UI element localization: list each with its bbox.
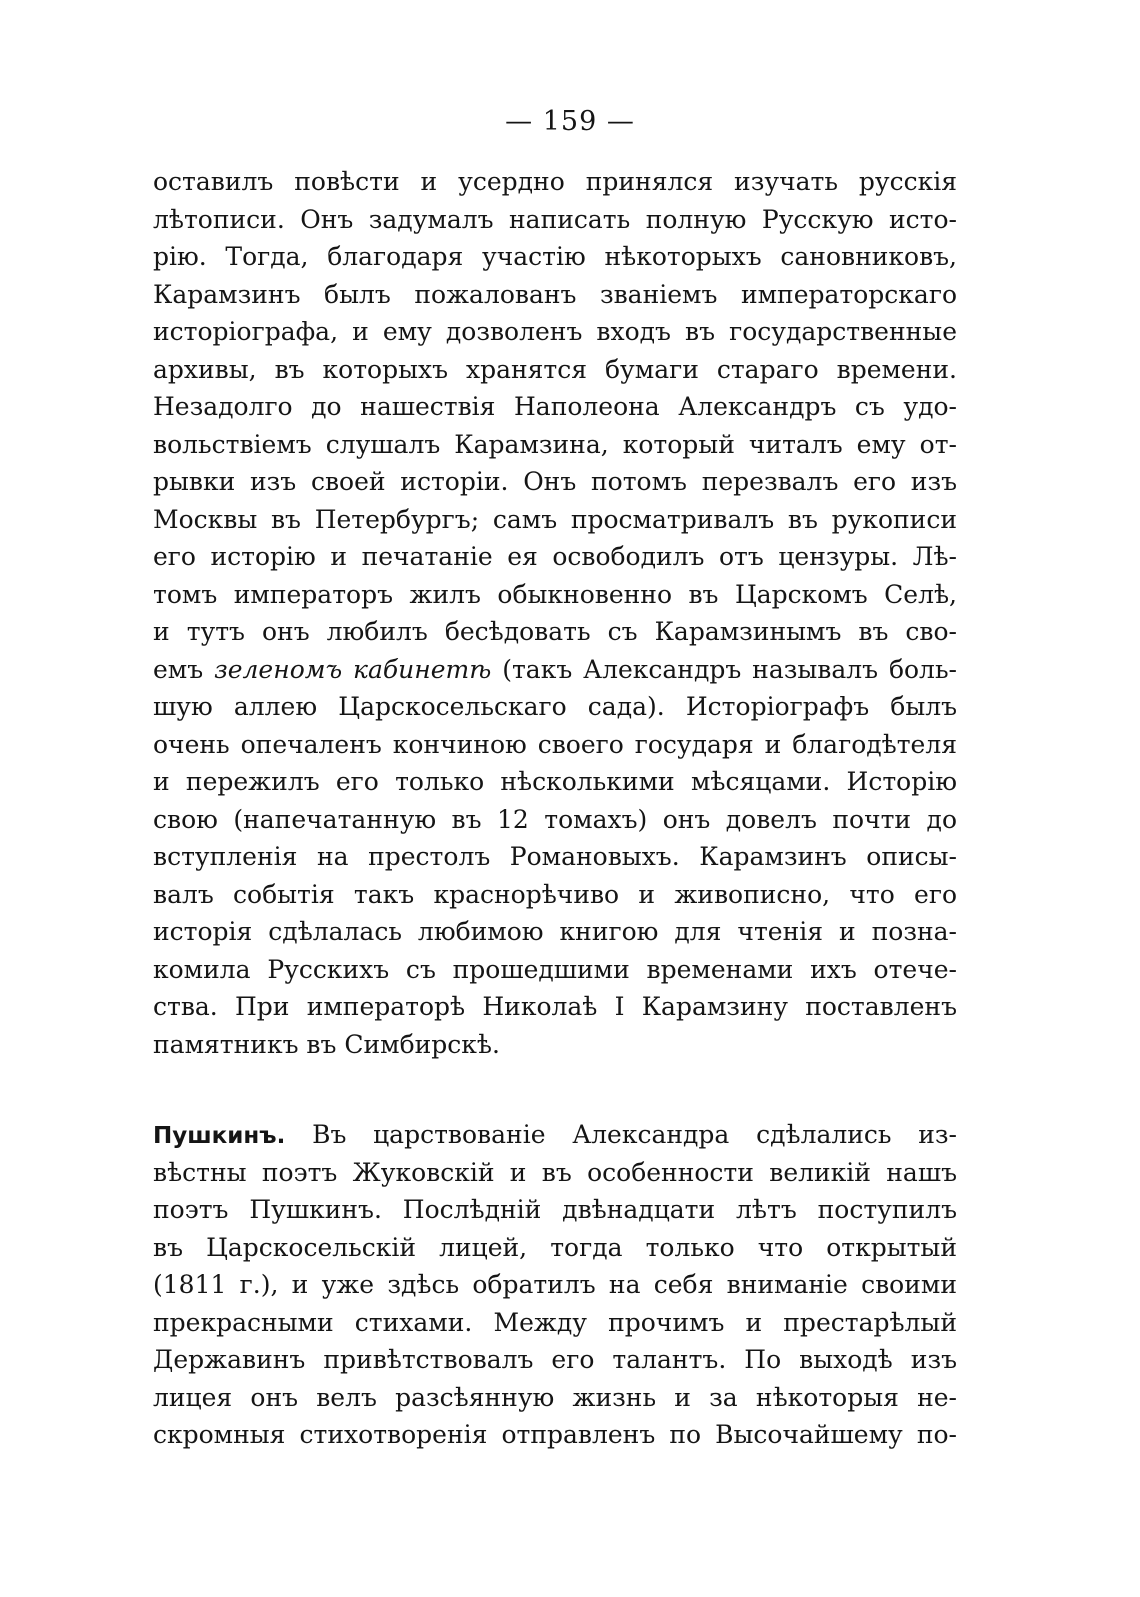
- text-line: скромныя стихотворенія отправленъ по Высочайшему по-: [153, 1420, 957, 1449]
- text-line: Незадолго до нашествія Наполеона Александръ съ удо-: [153, 392, 957, 421]
- text-line: и пережилъ его только нѣсколькими мѣсяцами. Исторію: [153, 767, 957, 796]
- text-line: оставилъ повѣсти и усердно принялся изучать русскія: [153, 167, 957, 196]
- text-line: и тутъ онъ любилъ бесѣдовать съ Карамзинымъ въ сво-: [153, 617, 957, 646]
- page-number: — 159 —: [505, 106, 635, 137]
- text-line: лицея онъ велъ разсѣянную жизнь и за нѣкоторыя не-: [153, 1382, 957, 1412]
- text-line: (1811 г.), и уже здѣсь обратилъ на себя вниманіе своими: [153, 1270, 957, 1299]
- section-heading: Пушкинъ.: [153, 1123, 286, 1149]
- text-line: Москвы въ Петербургъ; самъ просматривалъ въ рукописи: [153, 504, 957, 534]
- text-line: лѣтописи. Онъ задумалъ написать полную Русскую исто-: [153, 204, 957, 234]
- text-line: рывки изъ своей исторіи. Онъ потомъ перезвалъ его изъ: [153, 467, 957, 496]
- italic-phrase: зеленомъ кабинетѣ: [214, 654, 492, 684]
- text-line: Карамзинъ былъ пожалованъ званіемъ императорскаго: [153, 279, 957, 309]
- paragraph-karamzin: [153, 163, 957, 1063]
- text-line-with-italic: [153, 651, 957, 689]
- text-line: поэтъ Пушкинъ. Послѣдній двѣнадцати лѣтъ поступилъ: [153, 1195, 957, 1224]
- text-line: комила Русскихъ съ прошедшими временами ихъ отече-: [153, 954, 957, 984]
- text-line: вольствіемъ слушалъ Карамзина, который читалъ ему от-: [153, 429, 957, 459]
- line-lead-word: емъ: [153, 654, 204, 684]
- text-line: Державинъ привѣтствовалъ его талантъ. По выходѣ изъ: [153, 1345, 957, 1374]
- text-line: валъ событія такъ краснорѣчиво и живописно, что его: [153, 879, 957, 909]
- text-line-with-heading: [153, 1116, 957, 1154]
- text-line: прекрасными стихами. Между прочимъ и престарѣлый: [153, 1307, 957, 1337]
- text-line: томъ императоръ жилъ обыкновенно въ Царскомъ Селѣ,: [153, 579, 957, 609]
- text-line: его исторію и печатаніе ея освободилъ отъ цензуры. Лѣ-: [153, 542, 957, 571]
- text-line: рію. Тогда, благодаря участію нѣкоторыхъ сановниковъ,: [153, 242, 957, 271]
- text-line: очень опечаленъ кончиною своего государя и благодѣтеля: [153, 729, 957, 759]
- text-line: вступленія на престолъ Романовыхъ. Карамзинъ описы-: [153, 842, 957, 871]
- text-line: исторія сдѣлалась любимою книгою для чтенія и позна-: [153, 917, 957, 946]
- text-line: архивы, въ которыхъ хранятся бумаги стараго времени.: [153, 354, 957, 384]
- line-rest: Въ царствованіе Александра сдѣлались из-: [312, 1120, 957, 1149]
- text-line: шую аллею Царскосельскаго сада). Исторіографъ былъ: [153, 692, 957, 721]
- paragraph-pushkin: [153, 1116, 957, 1454]
- text-line: ства. При императорѣ Николаѣ I Карамзину поставленъ: [153, 992, 957, 1021]
- text-line: вѣстны поэтъ Жуковскій и въ особенности великій нашъ: [153, 1157, 957, 1187]
- line-rest: (такъ Александръ называлъ боль-: [502, 654, 957, 684]
- text-line: свою (напечатанную въ 12 томахъ) онъ довелъ почти до: [153, 804, 957, 834]
- text-line: въ Царскосельскій лицей, тогда только что открытый: [153, 1232, 957, 1262]
- text-line: исторіографа, и ему дозволенъ входъ въ государственные: [153, 317, 957, 346]
- text-line: памятникъ въ Симбирскѣ.: [153, 1029, 500, 1059]
